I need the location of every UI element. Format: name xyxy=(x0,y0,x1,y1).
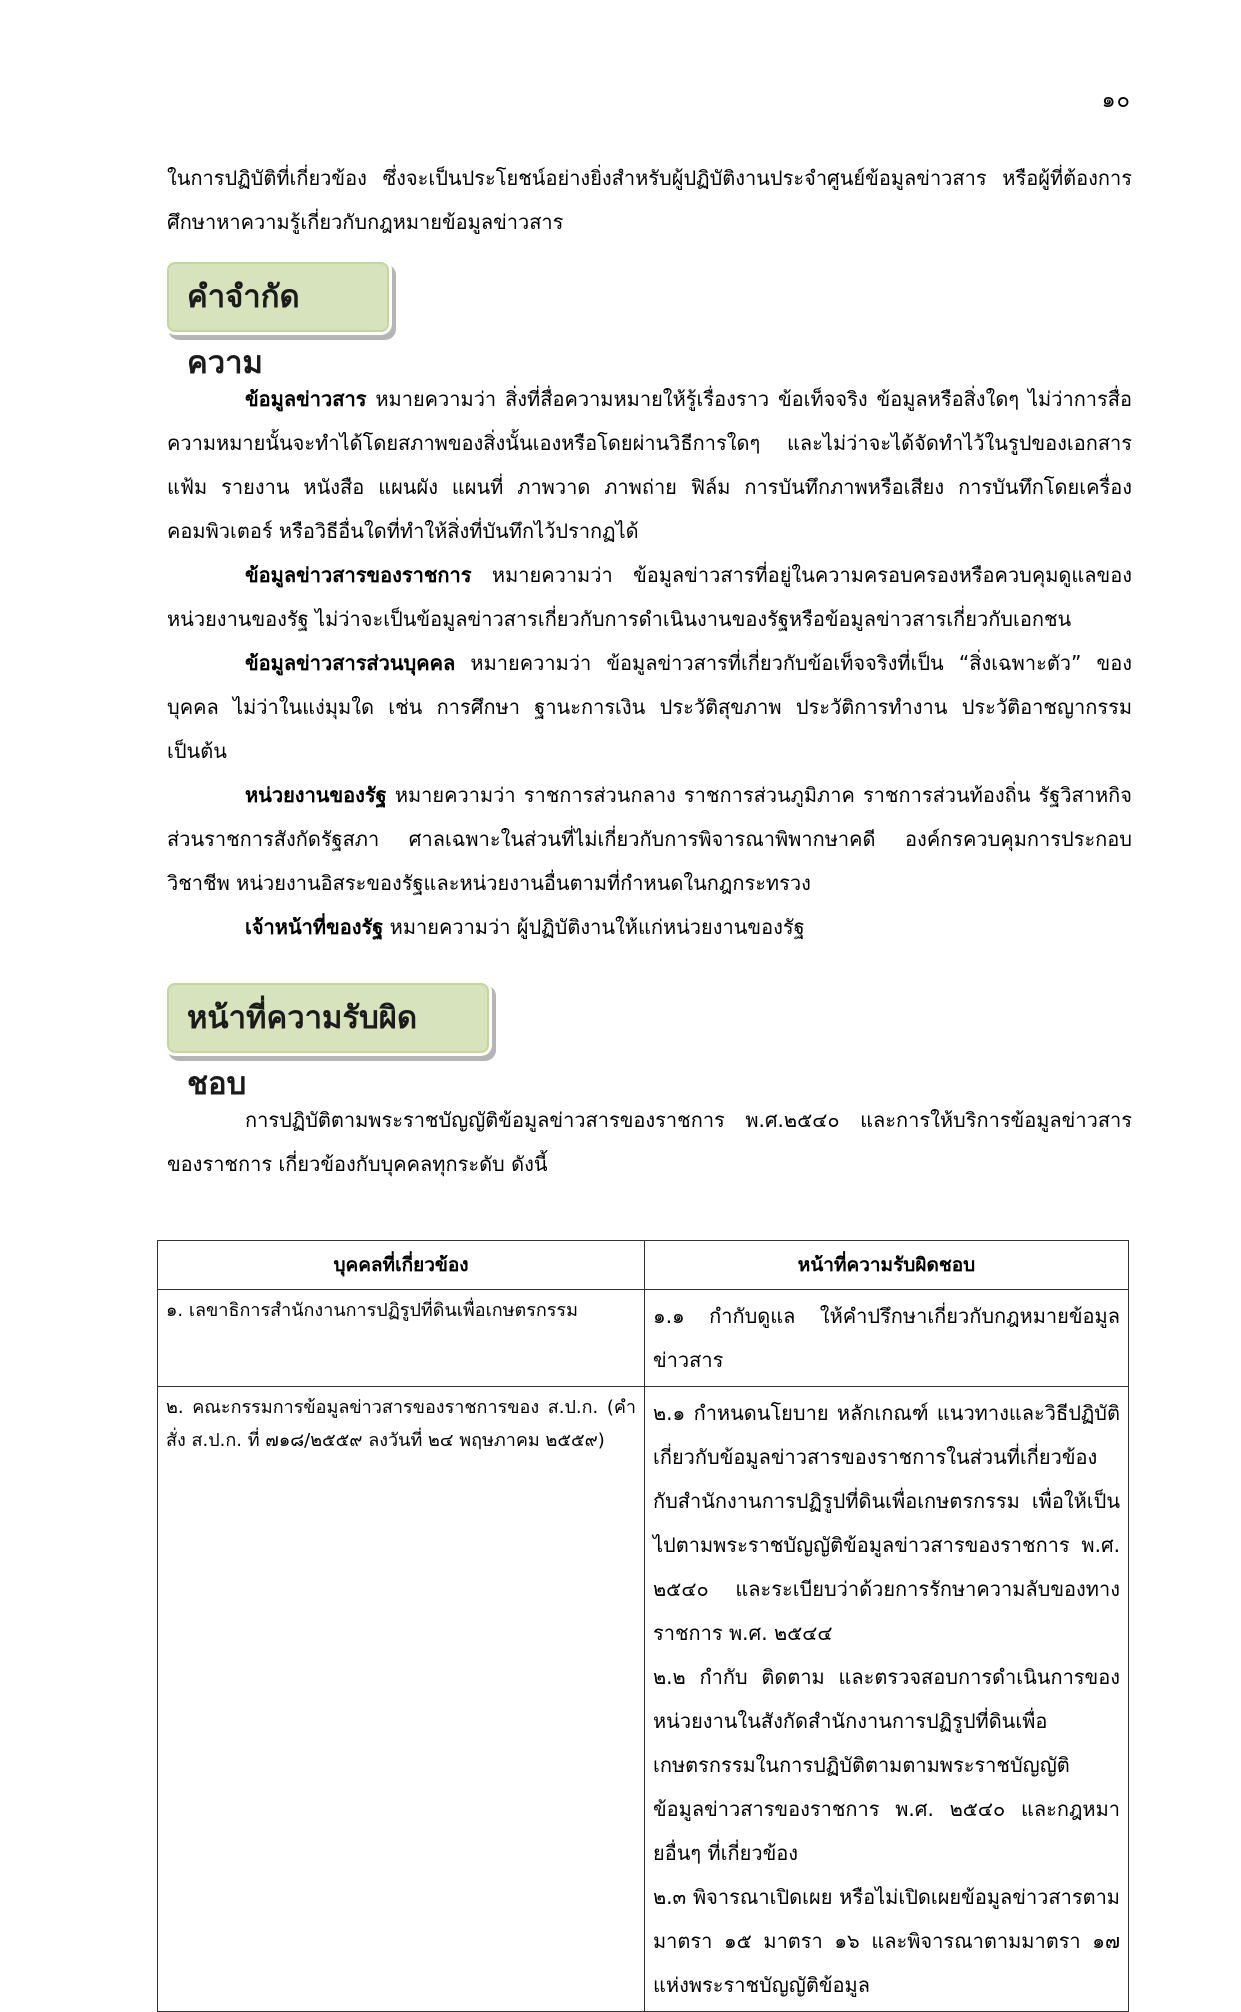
responsibilities-intro: การปฏิบัติตามพระราชบัญญัติข้อมูลข่าวสารของราชการ พ.ศ.๒๕๔๐ และการให้บริการข้อมูลข่าวสารของราชการ เกี่ยวข้องกับบุคคลทุกระดับ ดังนี้ xyxy=(167,1108,1132,1176)
definition-item xyxy=(167,905,1132,949)
section-heading-definitions: คำจำกัดความ xyxy=(167,262,389,332)
responsibilities-table xyxy=(157,1240,1129,2012)
definition-item xyxy=(167,553,1132,641)
definition-term: เจ้าหน้าที่ของรัฐ xyxy=(245,915,384,939)
duty-item: ๒.๑ กำหนดนโยบาย หลักเกณฑ์ แนวทางและวิธีปฏิบัติเกี่ยวกับข้อมูลข่าวสารของราชการในส่วนที่เกี่ยวข้องกับสำนักงานการปฏิรูปที่ดินเพื่อเกษตรกรรม เพื่อให้เป็นไปตามพระราชบัญญัติข้อมูลข่าวสารของราชการ พ.ศ. ๒๕๔๐ และระเบียบว่าด้วยการรักษาความลับของทางราชการ พ.ศ. ๒๕๔๔ xyxy=(653,1401,1120,1645)
definition-item xyxy=(167,377,1132,553)
definition-term: ข้อมูลข่าวสารของราชการ xyxy=(245,563,472,587)
definition-text: หมายความว่า ราชการส่วนกลาง ราชการส่วนภูมิภาค ราชการส่วนท้องถิ่น รัฐวิสาหกิจ ส่วนราชการสังกัดรัฐสภา ศาลเฉพาะในส่วนที่ไม่เกี่ยวกับการพิจารณาพิพากษาคดี องค์กรควบคุมการประกอบวิชาชีพ หน่วยงานอิสระของรัฐและหน่วยงานอื่นตามที่กำหนดในกฎกระทรวง xyxy=(167,783,1132,895)
duty-item: ๑.๑ กำกับดูแล ให้คำปรึกษาเกี่ยวกับกฎหมายข้อมูลข่าวสาร xyxy=(653,1304,1120,1372)
definition-text: หมายความว่า ผู้ปฏิบัติงานให้แก่หน่วยงานของรัฐ xyxy=(383,915,805,939)
table-row xyxy=(158,1290,1129,1387)
person-cell: ๑. เลขาธิการสำนักงานการปฏิรูปที่ดินเพื่อเกษตรกรรม xyxy=(158,1290,645,1387)
definition-term: หน่วยงานของรัฐ xyxy=(245,783,387,807)
duty-item: ๒.๒ กำกับ ติดตาม และตรวจสอบการดำเนินการของหน่วยงานในสังกัดสำนักงานการปฏิรูปที่ดินเพื่อเกษตรกรรมในการปฏิบัติตามตามพระราชบัญญัติข้อมูลข่าวสารของราชการ พ.ศ. ๒๕๔๐ และกฎหมายอื่นๆ ที่เกี่ยวข้อง xyxy=(653,1665,1120,1865)
page-number: ๑๐ xyxy=(1101,88,1131,113)
duty-cell xyxy=(645,1387,1129,2012)
person-cell: ๒. คณะกรรมการข้อมูลข่าวสารของราชการของ ส.ป.ก. (คำสั่ง ส.ป.ก. ที่ ๗๑๘/๒๕๕๙ ลงวันที่ ๒๔ พฤษภาคม ๒๕๕๙) xyxy=(158,1387,645,2012)
definition-term: ข้อมูลข่าวสาร xyxy=(245,387,367,411)
duty-item: ๒.๓ พิจารณาเปิดเผย หรือไม่เปิดเผยข้อมูลข่าวสารตามมาตรา ๑๕ มาตรา ๑๖ และพิจารณาตามมาตรา ๑๗ แห่งพระราชบัญญัติข้อมูล xyxy=(653,1885,1120,1997)
definition-item xyxy=(167,641,1132,773)
definition-item xyxy=(167,773,1132,905)
document-body xyxy=(167,156,1132,2012)
definitions-list xyxy=(167,377,1132,949)
intro-paragraph: ในการปฏิบัติที่เกี่ยวข้อง ซึ่งจะเป็นประโยชน์อย่างยิ่งสำหรับผู้ปฏิบัติงานประจำศูนย์ข้อมูลข่าวสาร หรือผู้ที่ต้องการศึกษาหาความรู้เกี่ยวกับกฎหมายข้อมูลข่าวสาร xyxy=(167,166,1132,234)
table-row xyxy=(158,1387,1129,2012)
column-header-duty: หน้าที่ความรับผิดชอบ xyxy=(645,1241,1129,1290)
section-heading-responsibilities: หน้าที่ความรับผิดชอบ xyxy=(167,983,489,1053)
table-header-row xyxy=(158,1241,1129,1290)
definition-text: หมายความว่า สิ่งที่สื่อความหมายให้รู้เรื่องราว ข้อเท็จจริง ข้อมูลหรือสิ่งใดๆ ไม่ว่าการสื่อความหมายนั้นจะทำได้โดยสภาพของสิ่งนั้นเองหรือโดยผ่านวิธีการใดๆ และไม่ว่าจะได้จัดทำไว้ในรูปของเอกสาร แฟ้ม รายงาน หนังสือ แผนผัง แผนที่ ภาพวาด ภาพถ่าย ฟิล์ม การบันทึกภาพหรือเสียง การบันทึกโดยเครื่องคอมพิวเตอร์ หรือวิธีอื่นใดที่ทำให้สิ่งที่บันทึกไว้ปรากฏได้ xyxy=(167,387,1132,543)
duty-cell xyxy=(645,1290,1129,1387)
column-header-person: บุคคลที่เกี่ยวข้อง xyxy=(158,1241,645,1290)
definition-term: ข้อมูลข่าวสารส่วนบุคคล xyxy=(245,651,456,675)
definition-text: หมายความว่า ข้อมูลข่าวสารที่เกี่ยวกับข้อเท็จจริงที่เป็น “สิ่งเฉพาะตัว” ของบุคคล ไม่ว่าในแง่มุมใด เช่น การศึกษา ฐานะการเงิน ประวัติสุขภาพ ประวัติการทำงาน ประวัติอาชญากรรม เป็นต้น xyxy=(167,651,1132,763)
definition-text: หมายความว่า ข้อมูลข่าวสารที่อยู่ในความครอบครองหรือควบคุมดูแลของหน่วยงานของรัฐ ไม่ว่าจะเป็นข้อมูลข่าวสารเกี่ยวกับการดำเนินงานของรัฐหรือข้อมูลข่าวสารเกี่ยวกับเอกชน xyxy=(167,563,1132,631)
